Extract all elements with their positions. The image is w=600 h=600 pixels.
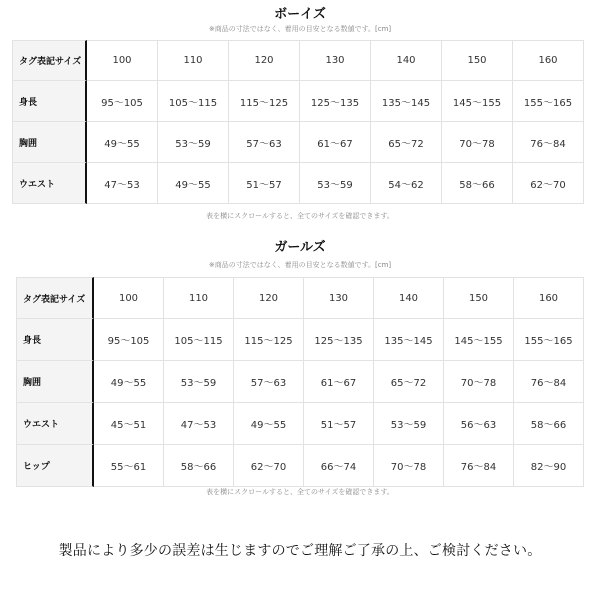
table-row	[12, 40, 584, 81]
table-cell: 95〜105	[94, 319, 164, 361]
table-cell: 65〜72	[374, 361, 444, 403]
table-cell: 105〜115	[164, 319, 234, 361]
boys-size-table	[12, 40, 584, 204]
boys-scroll-note: 表を横にスクロールすると、全てのサイズを確認できます。	[206, 212, 394, 220]
table-cell: 130	[300, 40, 371, 81]
table-cell: 82〜90	[514, 445, 584, 487]
table-cell: 155〜165	[514, 319, 584, 361]
table-cell: 125〜135	[300, 81, 371, 122]
table-cell: 53〜59	[300, 163, 371, 204]
table-cell: 49〜55	[158, 163, 229, 204]
table-cell: 110	[158, 40, 229, 81]
table-cell: 53〜59	[158, 122, 229, 163]
girls-measurement-note: ※商品の寸法ではなく、着用の目安となる数値です。[cm]	[208, 261, 392, 269]
table-row	[12, 163, 584, 204]
row-header: 胸囲	[16, 361, 94, 403]
table-row	[12, 81, 584, 122]
table-cell: 53〜59	[164, 361, 234, 403]
girls-size-table	[16, 277, 584, 487]
row-header: タグ表記サイズ	[12, 40, 87, 81]
table-row	[12, 122, 584, 163]
table-cell: 110	[164, 277, 234, 319]
table-cell: 57〜63	[229, 122, 300, 163]
table-cell: 57〜63	[234, 361, 304, 403]
table-cell: 125〜135	[304, 319, 374, 361]
table-cell: 150	[444, 277, 514, 319]
table-cell: 47〜53	[164, 403, 234, 445]
table-cell: 120	[229, 40, 300, 81]
table-cell: 160	[513, 40, 584, 81]
boys-section-title: ボーイズ	[274, 7, 326, 22]
table-cell: 115〜125	[229, 81, 300, 122]
table-row	[16, 445, 584, 487]
table-cell: 58〜66	[164, 445, 234, 487]
table-cell: 76〜84	[513, 122, 584, 163]
table-cell: 76〜84	[444, 445, 514, 487]
row-header: 胸囲	[12, 122, 87, 163]
table-cell: 130	[304, 277, 374, 319]
table-cell: 95〜105	[87, 81, 158, 122]
table-cell: 155〜165	[513, 81, 584, 122]
row-header: ヒップ	[16, 445, 94, 487]
table-cell: 135〜145	[374, 319, 444, 361]
row-header: ウエスト	[12, 163, 87, 204]
row-header: ウエスト	[16, 403, 94, 445]
table-cell: 45〜51	[94, 403, 164, 445]
table-cell: 145〜155	[444, 319, 514, 361]
table-cell: 70〜78	[442, 122, 513, 163]
table-row	[16, 403, 584, 445]
table-cell: 53〜59	[374, 403, 444, 445]
table-cell: 140	[371, 40, 442, 81]
girls-scroll-note: 表を横にスクロールすると、全てのサイズを確認できます。	[206, 488, 394, 496]
table-cell: 49〜55	[87, 122, 158, 163]
table-cell: 62〜70	[234, 445, 304, 487]
table-cell: 58〜66	[442, 163, 513, 204]
boys-measurement-note: ※商品の寸法ではなく、着用の目安となる数値です。[cm]	[208, 25, 392, 33]
table-cell: 58〜66	[514, 403, 584, 445]
table-row	[16, 361, 584, 403]
footer-disclaimer: 製品により多少の誤差は生じますのでご理解ご了承の上、ご検討ください。	[58, 543, 542, 559]
table-cell: 150	[442, 40, 513, 81]
table-cell: 56〜63	[444, 403, 514, 445]
table-cell: 135〜145	[371, 81, 442, 122]
table-cell: 55〜61	[94, 445, 164, 487]
row-header: 身長	[16, 319, 94, 361]
table-cell: 100	[94, 277, 164, 319]
table-row	[16, 319, 584, 361]
table-cell: 100	[87, 40, 158, 81]
table-cell: 65〜72	[371, 122, 442, 163]
table-cell: 105〜115	[158, 81, 229, 122]
table-cell: 70〜78	[444, 361, 514, 403]
table-cell: 115〜125	[234, 319, 304, 361]
table-cell: 62〜70	[513, 163, 584, 204]
table-cell: 51〜57	[304, 403, 374, 445]
row-header: 身長	[12, 81, 87, 122]
table-cell: 47〜53	[87, 163, 158, 204]
table-row	[16, 277, 584, 319]
table-cell: 140	[374, 277, 444, 319]
table-cell: 49〜55	[234, 403, 304, 445]
table-cell: 49〜55	[94, 361, 164, 403]
table-cell: 70〜78	[374, 445, 444, 487]
table-cell: 160	[514, 277, 584, 319]
table-cell: 51〜57	[229, 163, 300, 204]
table-cell: 76〜84	[514, 361, 584, 403]
table-cell: 61〜67	[300, 122, 371, 163]
table-cell: 54〜62	[371, 163, 442, 204]
table-cell: 145〜155	[442, 81, 513, 122]
table-cell: 61〜67	[304, 361, 374, 403]
table-cell: 120	[234, 277, 304, 319]
table-cell: 66〜74	[304, 445, 374, 487]
girls-section-title: ガールズ	[274, 240, 326, 255]
row-header: タグ表記サイズ	[16, 277, 94, 319]
